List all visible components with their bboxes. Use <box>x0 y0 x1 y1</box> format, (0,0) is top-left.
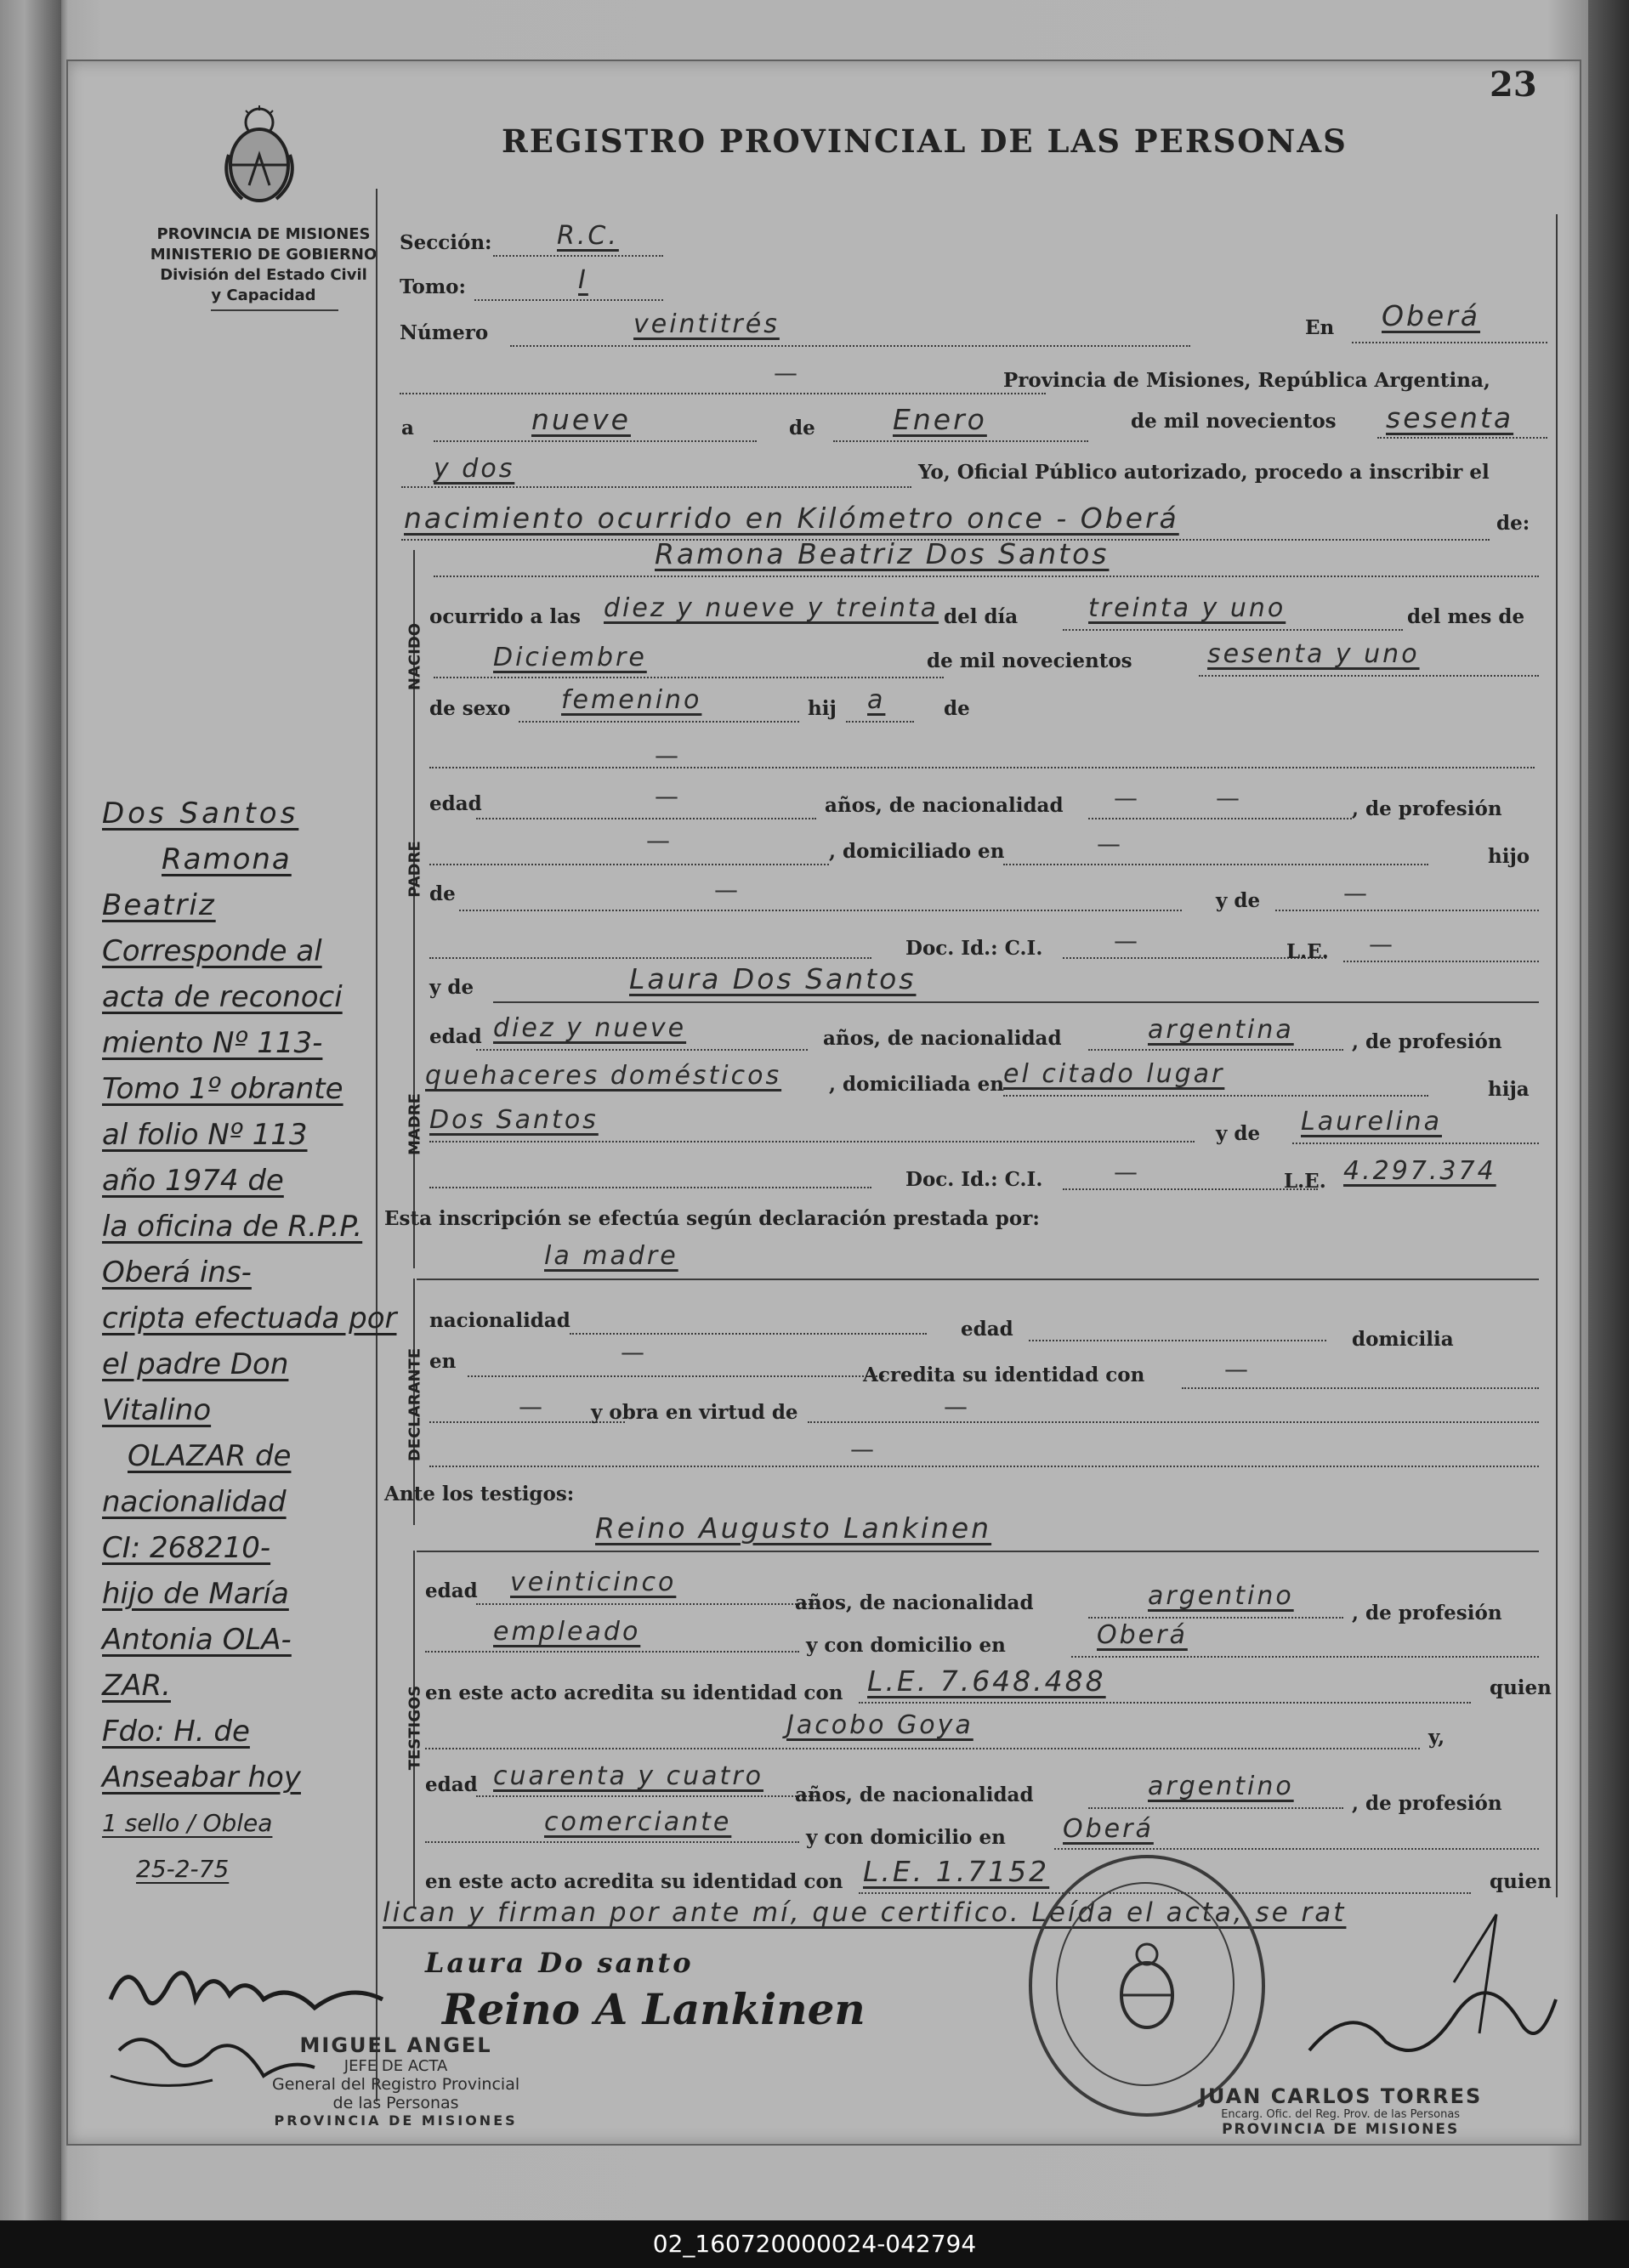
lugar-nacimiento-value: nacimiento ocurrido en Kilómetro once - Oberá <box>404 502 1179 535</box>
image-identifier: 02_160720000024-042794 <box>0 2220 1629 2268</box>
madre-nacionalidad-value: argentina <box>1148 1015 1294 1045</box>
testigo1-quien-label: quien <box>1490 1676 1552 1699</box>
hij-line <box>846 721 914 723</box>
dash-mark: — <box>1224 1355 1248 1383</box>
en-value: Oberá <box>1382 299 1481 332</box>
madre-abuela-value: Laurelina <box>1301 1107 1442 1137</box>
padre-nac-line <box>1088 818 1352 819</box>
testigo2-profesion-label: , de profesión <box>1352 1792 1502 1815</box>
hij-label: hij <box>808 697 837 720</box>
en-label: En <box>1305 316 1335 339</box>
witness-signature: Reino A Lankinen <box>442 1984 866 2034</box>
margin-divider <box>376 189 377 2101</box>
mes-nacimiento-value: Diciembre <box>493 643 647 672</box>
margin-line: 25-2-75 <box>136 1855 230 1883</box>
del-dia-label: del día <box>944 605 1019 628</box>
anio-line <box>1377 437 1547 439</box>
testigo2-dom-line <box>1054 1848 1539 1850</box>
madre-abuela-line <box>1292 1143 1539 1144</box>
testigo2-acredita-label: en este acto acredita su identidad con <box>425 1870 843 1893</box>
margin-line: nacionalidad <box>102 1485 287 1519</box>
margin-note <box>102 791 397 1892</box>
dia-inscripcion-value: nueve <box>531 403 631 436</box>
padre-le-line <box>1343 961 1539 962</box>
official-left-block <box>272 2033 519 2129</box>
madre-domiciliada-label: , domiciliada en <box>829 1073 1004 1096</box>
testigo1-dom-line <box>1071 1656 1539 1658</box>
margin-line: 1 sello / Oblea <box>102 1809 273 1837</box>
a-label: a <box>401 417 414 439</box>
padre-padres-line <box>459 910 1182 911</box>
seal-coat-of-arms-icon <box>1104 1939 1189 2033</box>
margin-line: hijo de María <box>102 1577 289 1611</box>
testigo2-doc-value: L.E. 1.7152 <box>863 1855 1050 1888</box>
testigo1-nacionalidad-value: argentino <box>1148 1581 1294 1611</box>
header-division: División del Estado Civil <box>160 266 367 284</box>
dash-mark: — <box>655 741 678 769</box>
testigo1-edad-value: veinticinco <box>510 1568 677 1597</box>
testigo2-edad-value: cuarenta y cuatro <box>493 1761 764 1791</box>
padre-nombre-line <box>429 767 1535 768</box>
madre-doc-label: Doc. Id.: C.I. <box>905 1168 1043 1191</box>
tomo-value: I <box>578 265 588 295</box>
testigo1-acredita-label: en este acto acredita su identidad con <box>425 1681 843 1704</box>
testigo1-edad-line <box>476 1603 816 1605</box>
del-mes-label: del mes de <box>1407 605 1525 628</box>
testigo2-anios-label: años, de nacionalidad <box>795 1783 1034 1806</box>
testigo1-doc-value: L.E. 7.648.488 <box>867 1664 1106 1698</box>
official-left-line3: de las Personas <box>332 2094 459 2112</box>
testigos-section-label: TESTIGOS <box>406 1685 424 1771</box>
official-right-name: JUAN CARLOS TORRES <box>1199 2084 1483 2108</box>
padre-section-label: PADRE <box>406 841 424 898</box>
mes-inscripcion-value: Enero <box>893 403 987 436</box>
madre-edad-label: edad <box>429 1025 482 1048</box>
right-border <box>1556 214 1558 1897</box>
testigo1-nombre-line <box>417 1551 1539 1552</box>
de-colon-label: de: <box>1496 512 1530 535</box>
official-left-line1: JEFE DE ACTA <box>343 2057 448 2075</box>
book-right-edge <box>1588 0 1629 2220</box>
dash-mark: — <box>774 359 797 387</box>
padre-prof-line <box>429 864 829 865</box>
sexo-value: femenino <box>561 685 702 715</box>
official-right-block <box>1199 2084 1482 2138</box>
madre-de-value: Dos Santos <box>429 1105 599 1135</box>
padre-anios-label: años, de nacionalidad <box>825 794 1064 817</box>
margin-line: Fdo: H. de <box>102 1715 250 1749</box>
ocurrido-label: ocurrido a las <box>429 605 581 628</box>
margin-line: cripta efectuada por <box>102 1301 397 1335</box>
padre-profesion-label: , de profesión <box>1352 797 1502 820</box>
margin-line: acta de reconoci <box>102 980 343 1014</box>
dash-mark: — <box>1216 784 1240 812</box>
padre-domiciliado-label: , domiciliado en <box>829 840 1005 863</box>
padre-doc-label: Doc. Id.: C.I. <box>905 937 1043 960</box>
madre-profesion-value: quehaceres domésticos <box>425 1061 782 1091</box>
dash-mark: — <box>655 782 678 810</box>
hij-value: a <box>867 685 886 715</box>
madre-y-de-label: y de <box>429 976 474 999</box>
header-underline <box>211 309 338 311</box>
madre-domicilio-value: el citado lugar <box>1003 1059 1225 1089</box>
margin-line: Tomo 1º obrante <box>102 1072 343 1106</box>
testigo2-quien-label: quien <box>1490 1870 1552 1893</box>
de-nacido-label: de <box>944 697 970 720</box>
provincia-line <box>400 393 1046 394</box>
declarante-line <box>417 1279 1539 1280</box>
margin-line: Vitalino <box>102 1393 212 1427</box>
official-signature-icon <box>1301 1897 1573 2084</box>
margin-line: miento Nº 113- <box>102 1026 323 1060</box>
declarante-value: la madre <box>544 1241 678 1271</box>
declarante-edad-line <box>1029 1340 1326 1341</box>
registry-seal <box>1029 1855 1265 2117</box>
de-mil-nac-label: de mil novecientos <box>927 649 1132 672</box>
dash-mark: — <box>519 1392 542 1420</box>
hora-value: diez y nueve y treinta <box>604 593 939 623</box>
testigo-y-label: y, <box>1428 1726 1445 1749</box>
anio-nac-line <box>1199 675 1539 677</box>
margin-line: OLAZAR de <box>128 1439 292 1473</box>
declarante-doc-line <box>1182 1387 1539 1389</box>
madre-nombre-line <box>493 1001 1539 1003</box>
seccion-label: Sección: <box>400 231 492 254</box>
official-left-line2: General del Registro Provincial <box>272 2075 520 2094</box>
coat-of-arms-icon <box>217 104 302 206</box>
declarante-obra-label: y obra en virtud de <box>591 1401 798 1424</box>
page-number: 23 <box>1490 65 1537 105</box>
mother-signature: Laura Do santo <box>425 1947 694 1979</box>
official-left-name: MIGUEL ANGEL <box>299 2033 492 2057</box>
dash-mark: — <box>1114 784 1138 812</box>
testigo2-prof-line <box>425 1841 799 1843</box>
dash-mark: — <box>1343 879 1367 907</box>
dash-mark: — <box>1114 927 1138 955</box>
header-left <box>119 224 408 306</box>
margin-line: ZAR. <box>102 1669 171 1703</box>
madre-section-label: MADRE <box>406 1093 424 1155</box>
anio-inscripcion-value: sesenta <box>1386 401 1514 434</box>
padre-hijo-label: hijo <box>1488 845 1530 868</box>
anio-nacimiento-value: sesenta y uno <box>1207 639 1420 669</box>
header-ministry: MINISTERIO DE GOBIERNO <box>150 246 377 264</box>
page-title: REGISTRO PROVINCIAL DE LAS PERSONAS <box>502 122 1348 160</box>
padre-edad-line <box>476 818 816 819</box>
dash-mark: — <box>944 1392 968 1420</box>
testigo1-profesion-label: , de profesión <box>1352 1602 1502 1624</box>
anio-inscripcion-value2: y dos <box>434 454 515 484</box>
madre-padres-line <box>429 1141 1195 1143</box>
madre-profesion-label: , de profesión <box>1352 1030 1502 1053</box>
madre-edad-value: diez y nueve <box>493 1013 687 1043</box>
margin-line: año 1974 de <box>102 1164 284 1198</box>
testigo2-nombre: Jacobo Goya <box>786 1710 973 1740</box>
sexo-line <box>519 721 799 723</box>
declarante-section-label: DECLARANTE <box>406 1347 424 1462</box>
madre-le-label: L.E. <box>1284 1170 1326 1193</box>
declarante-acredita-label: Acredita su identidad con <box>863 1364 1145 1386</box>
dash-mark: — <box>646 826 670 854</box>
madre-y-de2-label: y de <box>1216 1122 1261 1145</box>
anio2-line <box>401 486 911 488</box>
declarante-nacionalidad-label: nacionalidad <box>429 1309 570 1332</box>
declarante-nac-line <box>570 1333 927 1335</box>
padre-edad-label: edad <box>429 792 482 815</box>
en-line <box>1352 342 1547 343</box>
testigo1-doc-line <box>859 1702 1471 1704</box>
dash-mark: — <box>1369 930 1393 958</box>
testigo2-profesion-value: comerciante <box>544 1807 732 1837</box>
madre-dom-line <box>1003 1095 1428 1097</box>
declarante-extra-line2 <box>429 1466 1539 1467</box>
nacido-nombre: Ramona Beatriz Dos Santos <box>655 537 1110 570</box>
testigo1-nac-line <box>1088 1617 1343 1619</box>
testigo1-profesion-value: empleado <box>493 1617 641 1647</box>
padre-y-de-label: y de <box>1216 889 1261 912</box>
dash-mark: — <box>714 876 738 904</box>
nombre-line <box>434 576 1539 577</box>
dash-mark: — <box>1097 830 1121 858</box>
padre-dom-line <box>1003 864 1428 865</box>
margin-line: Corresponde al <box>102 934 322 968</box>
numero-line <box>510 345 1190 347</box>
padre-le-label: L.E. <box>1286 940 1329 963</box>
testigo2-nac-line <box>1088 1807 1343 1809</box>
testigo1-nombre: Reino Augusto Lankinen <box>595 1511 992 1545</box>
official-left-line4: PROVINCIA DE MISIONES <box>274 2112 518 2129</box>
dash-mark: — <box>1114 1158 1138 1186</box>
testigo2-edad-label: edad <box>425 1773 478 1796</box>
testigo2-nombre-line <box>425 1748 1420 1749</box>
seccion-value: R.C. <box>557 221 619 251</box>
nacido-section-label: NACIDO <box>406 622 424 691</box>
declarante-intro: Esta inscripción se efectúa según declaración prestada por: <box>384 1207 1040 1230</box>
margin-line: CI: 268210- <box>102 1531 271 1565</box>
margin-line: Dos Santos <box>102 797 299 831</box>
madre-le-value: 4.297.374 <box>1343 1156 1496 1186</box>
dash-mark: — <box>621 1338 644 1366</box>
margin-line: Oberá ins- <box>102 1256 252 1290</box>
closing-text: lican y firman por ante mí, que certifico. Leída el acta, se rat <box>383 1897 1347 1928</box>
testigo2-domicilio-value: Oberá <box>1063 1814 1154 1844</box>
provincia-text: Provincia de Misiones, República Argentina, <box>1003 369 1490 392</box>
declarante-obra-line <box>808 1421 1539 1423</box>
declarante-dom-line <box>468 1375 884 1377</box>
testigo1-domicilio-label: y con domicilio en <box>806 1634 1006 1657</box>
dia-line <box>434 440 757 442</box>
tomo-line <box>474 299 663 301</box>
padre-extra-line <box>429 957 871 959</box>
padre-abuela-line <box>1275 910 1539 911</box>
testigo2-domicilio-label: y con domicilio en <box>806 1826 1006 1849</box>
official-right-line1: Encarg. Ofic. del Reg. Prov. de las Personas <box>1221 2108 1461 2121</box>
numero-value: veintitrés <box>633 309 780 339</box>
margin-line: al folio Nº 113 <box>102 1118 308 1152</box>
de-label: de <box>789 417 815 439</box>
declarante-edad-label: edad <box>961 1318 1013 1341</box>
madre-extra-line <box>429 1187 871 1188</box>
header-province: PROVINCIA DE MISIONES <box>156 225 371 243</box>
dia-nac-line <box>1063 629 1403 631</box>
margin-line: la oficina de R.P.P. <box>102 1210 363 1244</box>
padre-de-label: de <box>429 882 456 905</box>
mes-line <box>833 440 1088 442</box>
margin-line: Antonia OLA- <box>102 1623 292 1657</box>
dia-nacimiento-value: treinta y uno <box>1088 593 1286 623</box>
declarante-en-label: en <box>429 1350 457 1373</box>
margin-line: Beatriz <box>102 888 216 922</box>
dash-mark: — <box>850 1435 874 1463</box>
de-mil-label: de mil novecientos <box>1131 410 1337 433</box>
testigo1-prof-line <box>425 1651 799 1653</box>
madre-nombre: Laura Dos Santos <box>629 962 917 995</box>
madre-nac-line <box>1088 1049 1343 1051</box>
testigo1-anios-label: años, de nacionalidad <box>795 1591 1034 1614</box>
madre-ci-line <box>1063 1188 1318 1190</box>
madre-hija-label: hija <box>1488 1078 1530 1101</box>
testigos-intro: Ante los testigos: <box>384 1483 575 1505</box>
madre-anios-label: años, de nacionalidad <box>823 1027 1062 1050</box>
margin-line: el padre Don <box>102 1347 289 1381</box>
book-left-page-edge <box>0 0 61 2220</box>
numero-label: Número <box>400 321 489 344</box>
declarante-domicilia-label: domicilia <box>1352 1328 1454 1351</box>
margin-line: Anseabar hoy <box>102 1761 301 1795</box>
official-right-line2: PROVINCIA DE MISIONES <box>1222 2121 1460 2138</box>
madre-edad-line <box>476 1049 808 1051</box>
mes-nac-line <box>434 677 944 678</box>
margin-line: Ramona <box>162 842 292 876</box>
oficial-text: Yo, Oficial Público autorizado, procedo a inscribir el <box>918 461 1490 484</box>
registry-page <box>66 60 1581 2146</box>
testigo1-edad-label: edad <box>425 1579 478 1602</box>
sexo-label: de sexo <box>429 697 511 720</box>
testigo2-nacionalidad-value: argentino <box>1148 1772 1294 1801</box>
seccion-line <box>493 255 663 257</box>
testigo2-edad-line <box>476 1795 816 1797</box>
testigo1-domicilio-value: Oberá <box>1097 1620 1188 1650</box>
tomo-label: Tomo: <box>400 275 466 298</box>
header-capacity: y Capacidad <box>211 286 316 304</box>
